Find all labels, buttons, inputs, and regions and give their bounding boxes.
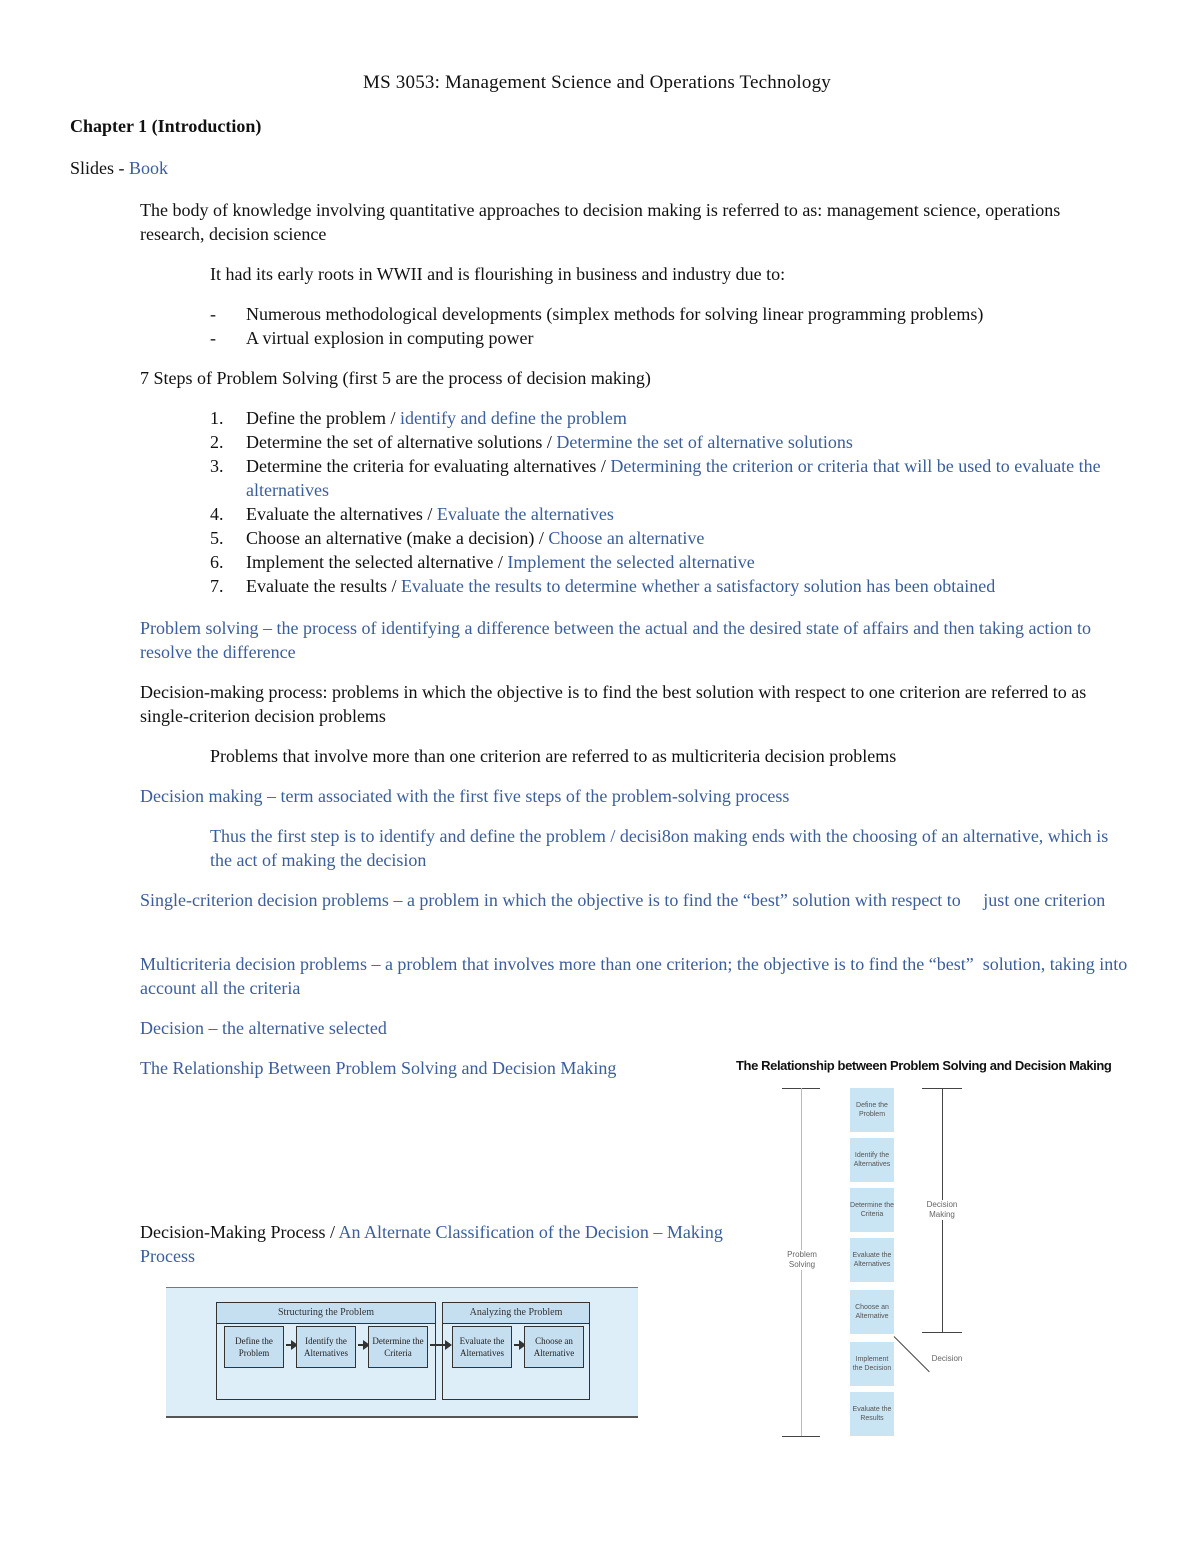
document-title: MS 3053: Management Science and Operations Technology (363, 72, 831, 93)
multi-criterion-paragraph: Problems that involve more than one criterion are referred to as multicriteria decision problems (210, 746, 897, 766)
arrow-icon (430, 1344, 450, 1346)
fig2-box: Identify the Alternatives (850, 1138, 894, 1182)
decision-process-paragraph: Decision-making process: problems in which the objective is to find the best solution with respect to one criterion are referred to as single-criterion decision problems (140, 682, 1087, 726)
fig2-box: Define the Problem (850, 1088, 894, 1132)
decision-making-label: Decision Making (920, 1200, 964, 1220)
fig1-box: Identify the Alternatives (296, 1326, 356, 1368)
step-item: 7. Evaluate the results / Evaluate the results to determine whether a satisfactory solution has been obtained (210, 576, 996, 596)
list-item: - A virtual explosion in computing power (210, 328, 534, 348)
step-item: 6. Implement the selected alternative / Implement the selected alternative (210, 552, 755, 572)
analyzing-title: Analyzing the Problem (443, 1303, 589, 1324)
fig1-box: Define the Problem (224, 1326, 284, 1368)
relationship-figure-title: The Relationship between Problem Solving and Decision Making (736, 1058, 1112, 1073)
decision-pointer (894, 1336, 930, 1372)
single-criterion-definition: Single-criterion decision problems – a problem in which the objective is to find the “best” solution with respect to just one criterion (140, 890, 1106, 910)
step-item: 3. Determine the criteria for evaluating alternatives / Determining the criterion or criteria that will be used to evaluate the alternatives (210, 456, 1101, 500)
fig2-box: Evaluate the Alternatives (850, 1238, 894, 1282)
fig2-box: Choose an Alternative (850, 1290, 894, 1334)
bracket-bottom (782, 1436, 820, 1437)
relationship-heading: The Relationship Between Problem Solving and Decision Making (140, 1058, 617, 1078)
dm-process-heading: Decision-Making Process / An Alternate Classification of the Decision – Making Process (140, 1222, 723, 1266)
decision-label: Decision (931, 1354, 963, 1363)
fig2-box: Evaluate the Results (850, 1392, 894, 1436)
problem-solving-definition: Problem solving – the process of identifying a difference between the actual and the desired state of affairs and then taking action to resolve the difference (140, 618, 1092, 662)
dm-bracket-bottom (922, 1332, 962, 1333)
list-item: - Numerous methodological developments (simplex methods for solving linear programming problems) (210, 304, 984, 324)
step-item: 2. Determine the set of alternative solutions / Determine the set of alternative solutions (210, 432, 853, 452)
decision-definition: Decision – the alternative selected (140, 1018, 387, 1038)
arrow-icon (286, 1344, 296, 1346)
step-item: 5. Choose an alternative (make a decision) / Choose an alternative (210, 528, 705, 548)
multicriteria-definition: Multicriteria decision problems – a problem that involves more than one criterion; the objective is to find the “best” solution, taking into account all the criteria (140, 954, 1128, 998)
fig1-box: Determine the Criteria (368, 1326, 428, 1368)
steps-heading: 7 Steps of Problem Solving (first 5 are the process of decision making) (140, 368, 651, 388)
decision-process-figure (166, 1287, 638, 1418)
first-step-paragraph: Thus the first step is to identify and define the problem / decisi8on making ends with the choosing of an alternative, which is the act of making the decision (210, 826, 1109, 870)
arrow-icon (358, 1344, 368, 1346)
chapter-heading: Chapter 1 (Introduction) (70, 116, 262, 136)
structuring-title: Structuring the Problem (217, 1303, 435, 1324)
slides-label: Slides - (70, 158, 130, 178)
arrow-icon (514, 1344, 524, 1346)
step-item: 1. Define the problem / identify and define the problem (210, 408, 627, 428)
steps-list (210, 406, 1110, 598)
fig1-box: Evaluate the Alternatives (452, 1326, 512, 1368)
fig2-box: Determine the Criteria (850, 1188, 894, 1232)
fig2-box: Implement the Decision (850, 1342, 894, 1386)
fig1-box: Choose an Alternative (524, 1326, 584, 1368)
step-item: 4. Evaluate the alternatives / Evaluate the alternatives (210, 504, 614, 524)
slides-line (70, 156, 168, 180)
body-knowledge-paragraph: The body of knowledge involving quantitative approaches to decision making is referred to as: management science, operations research, decision science (140, 200, 1061, 244)
early-roots-paragraph: It had its early roots in WWII and is flourishing in business and industry due to: (210, 264, 786, 284)
book-link[interactable]: Book (129, 158, 169, 178)
reasons-list (210, 302, 983, 350)
decision-making-definition: Decision making – term associated with the first five steps of the problem-solving process (140, 786, 790, 806)
problem-solving-label: Problem Solving (780, 1250, 824, 1270)
